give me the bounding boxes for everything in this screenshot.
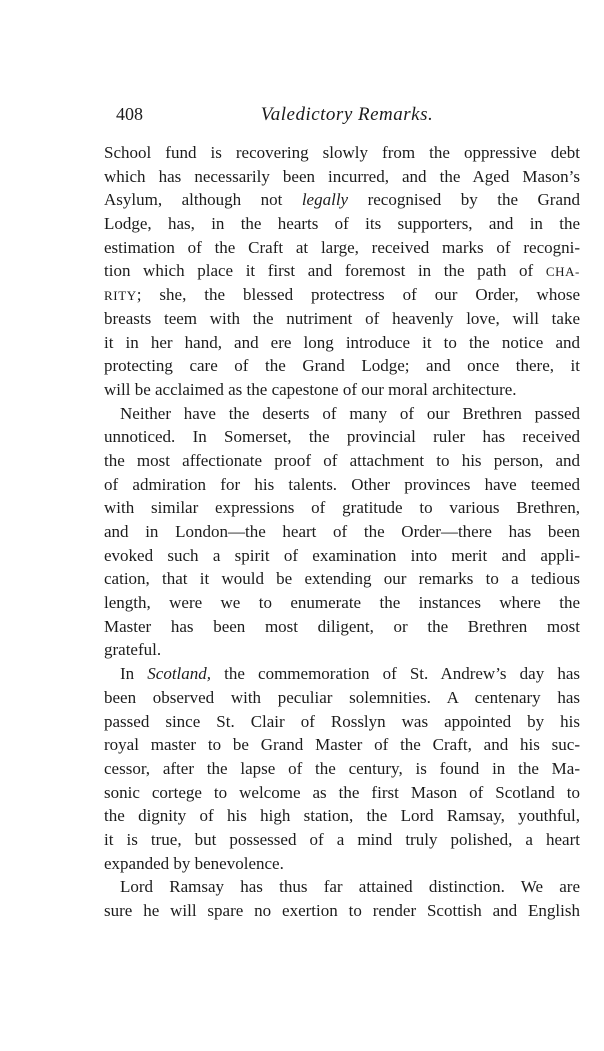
text-line: Lord Ramsay has thus far attained distinction. We are bbox=[120, 877, 580, 897]
text-line: unnoticed. In Somerset, the provincial ruler has received bbox=[104, 427, 580, 447]
text-line: Lodge, has, in the hearts of its supporters, and in the bbox=[104, 214, 580, 234]
text-line: estimation of the Craft at large, received marks of recogni- bbox=[104, 237, 580, 257]
text-line: cessor, after the lapse of the century, is found in the Ma- bbox=[104, 758, 580, 778]
text-line: it in her hand, and ere long introduce it to the notice and bbox=[104, 332, 580, 352]
text-line: Neither have the deserts of many of our Brethren passed bbox=[120, 403, 580, 423]
text-line: tion which place it first and foremost in the path of CHA- bbox=[104, 261, 580, 281]
text-line: sonic cortege to welcome as the first Mason of Scotland to bbox=[104, 782, 580, 802]
text-line: which has necessarily been incurred, and the Aged Mason’s bbox=[104, 166, 580, 186]
page-header bbox=[116, 104, 578, 130]
text-line: RITY; she, the blessed protectress of our Order, whose bbox=[104, 285, 580, 305]
running-head: Valedictory Remarks. bbox=[260, 104, 434, 125]
page-number: 408 bbox=[116, 104, 143, 124]
text-line: grateful. bbox=[104, 640, 162, 660]
text-line: will be acclaimed as the capestone of our moral architecture. bbox=[104, 379, 517, 399]
text-line: sure he will spare no exertion to render Scottish and English bbox=[104, 901, 580, 920]
text-line: cation, that it would be extending our remarks to a tedious bbox=[104, 569, 580, 589]
text-line: of admiration for his talents. Other provinces have teemed bbox=[104, 474, 580, 494]
text-line: School fund is recovering slowly from the oppressive debt bbox=[104, 143, 580, 162]
text-line: the most affectionate proof of attachment to his person, and bbox=[104, 450, 580, 470]
text-line: with similar expressions of gratitude to various Brethren, bbox=[104, 498, 580, 518]
text-line: In Scotland, the commemoration of St. Andrew’s day has bbox=[120, 664, 580, 684]
emphasis-scotland: Scotland, bbox=[147, 664, 212, 684]
text-line: the dignity of his high station, the Lord Ramsay, youthful, bbox=[104, 806, 580, 826]
text-line: and in London—the heart of the Order—there has been bbox=[104, 522, 580, 541]
text-line: protecting care of the Grand Lodge; and once there, it bbox=[104, 356, 580, 376]
body-text bbox=[104, 141, 580, 923]
text-line: breasts teem with the nutriment of heavenly love, will take bbox=[104, 308, 580, 328]
text-line: it is true, but possessed of a mind truly polished, a heart bbox=[104, 829, 580, 849]
text-line: passed since St. Clair of Rosslyn was appointed by his bbox=[104, 711, 580, 731]
text-line: evoked such a spirit of examination into merit and appli- bbox=[104, 545, 580, 565]
text-line: expanded by benevolence. bbox=[104, 853, 284, 873]
text-line: been observed with peculiar solemnities. A centenary has bbox=[104, 687, 580, 707]
text-line: Asylum, although not legally recognised by the Grand bbox=[104, 190, 580, 210]
emphasis-legally: legally bbox=[301, 190, 349, 210]
text-line: Master has been most diligent, or the Brethren most bbox=[104, 616, 580, 636]
small-caps-rity: RITY bbox=[104, 288, 137, 304]
text-line: length, were we to enumerate the instances where the bbox=[104, 593, 580, 613]
text-line: royal master to be Grand Master of the Craft, and his suc- bbox=[104, 735, 580, 755]
small-caps-charity: CHA- bbox=[545, 264, 580, 280]
